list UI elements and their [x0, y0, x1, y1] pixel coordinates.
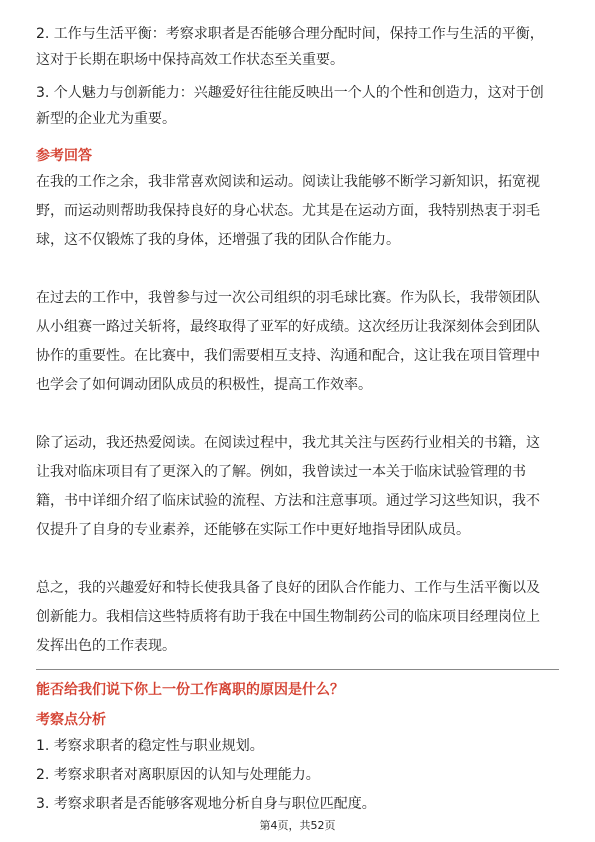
text-line: 让我对临床项目有了更深入的了解。例如，我曾读过一本关于临床试验管理的书	[36, 464, 526, 480]
text-line: 球，这不仅锻炼了我的身体，还增强了我的团队合作能力。	[36, 232, 400, 248]
text-line: 总之，我的兴趣爱好和特长使我具备了良好的团队合作能力、工作与生活平衡以及	[36, 580, 540, 596]
list-item: 3. 考察求职者是否能够客观地分析自身与职位匹配度。	[36, 796, 376, 812]
text-line: 除了运动，我还热爱阅读。在阅读过程中，我尤其关注与医药行业相关的书籍，这	[36, 435, 540, 451]
section-divider	[36, 669, 559, 670]
text-line: 籍，书中详细介绍了临床试验的流程、方法和注意事项。通过学习这些知识，我不	[36, 493, 540, 509]
text-line: 也学会了如何调动团队成员的积极性，提高工作效率。	[36, 377, 372, 393]
text-line: 在我的工作之余，我非常喜欢阅读和运动。阅读让我能够不断学习新知识，拓宽视	[36, 174, 540, 190]
analysis-heading: 考察点分析	[36, 712, 106, 728]
text-line: 协作的重要性。在比赛中，我们需要相互支持、沟通和配合，这让我在项目管理中	[36, 348, 540, 364]
text-line: 2. 工作与生活平衡：考察求职者是否能够合理分配时间，保持工作与生活的平衡，	[36, 26, 544, 42]
text-line: 仅提升了自身的专业素养，还能够在实际工作中更好地指导团队成员。	[36, 522, 470, 538]
text-line: 野，而运动则帮助我保持良好的身心状态。尤其是在运动方面，我特别热衷于羽毛	[36, 203, 540, 219]
text-line: 3. 个人魅力与创新能力：兴趣爱好往往能反映出一个人的个性和创造力，这对于创	[36, 85, 544, 101]
section-heading: 参考回答	[36, 148, 92, 164]
text-line: 从小组赛一路过关斩将，最终取得了亚军的好成绩。这次经历让我深刻体会到团队	[36, 319, 540, 335]
text-line: 发挥出色的工作表现。	[36, 638, 176, 654]
list-item: 2. 考察求职者对离职原因的认知与处理能力。	[36, 767, 320, 783]
question-title: 能否给我们说下你上一份工作离职的原因是什么？	[36, 682, 344, 698]
text-line: 创新能力。我相信这些特质将有助于我在中国生物制药公司的临床项目经理岗位上	[36, 609, 540, 625]
text-line: 这对于长期在职场中保持高效工作状态至关重要。	[36, 52, 344, 68]
list-item: 1. 考察求职者的稳定性与职业规划。	[36, 738, 264, 754]
text-line: 新型的企业尤为重要。	[36, 111, 176, 127]
page-number: 第4页，共52页	[259, 819, 336, 832]
text-line: 在过去的工作中，我曾参与过一次公司组织的羽毛球比赛。作为队长，我带领团队	[36, 290, 540, 306]
